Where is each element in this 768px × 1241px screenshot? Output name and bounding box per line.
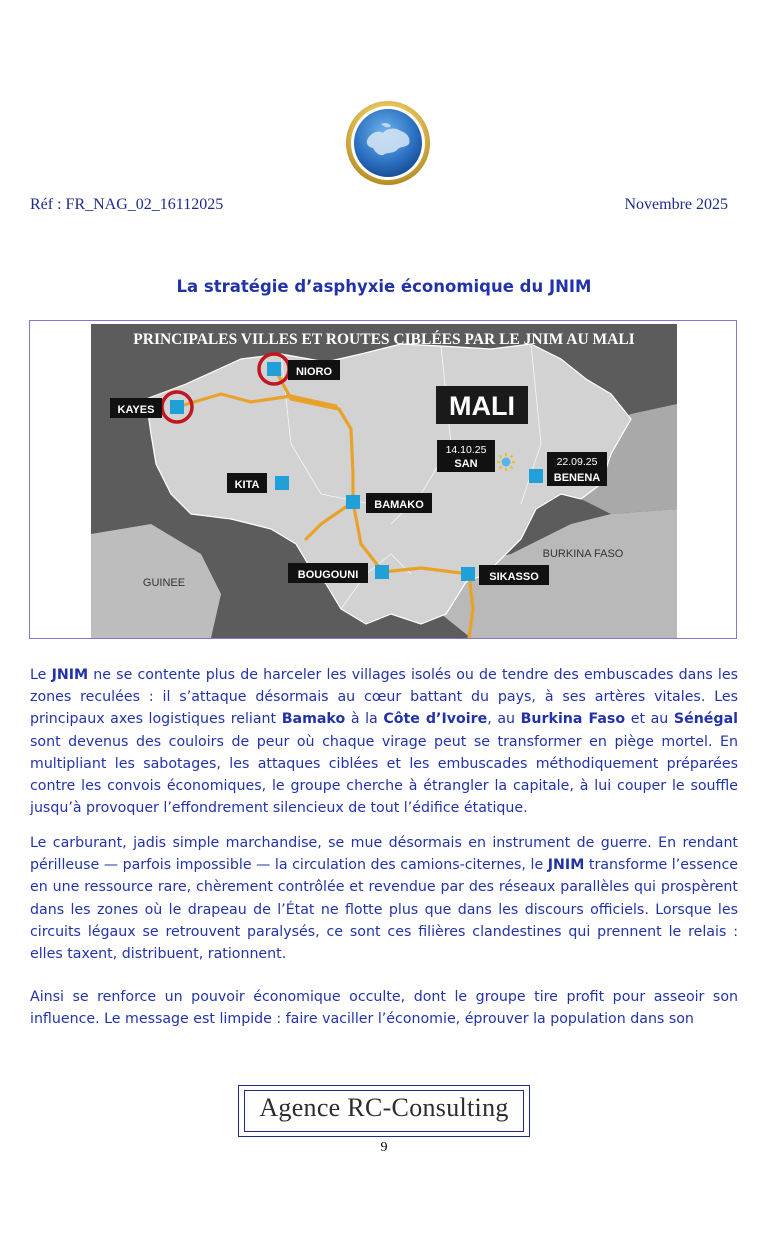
city-label-bamako: BAMAKO xyxy=(374,499,424,511)
city-marker-sikasso xyxy=(461,567,475,581)
page-title: La stratégie d’asphyxie économique du JNIM xyxy=(176,277,592,296)
city-label-sikasso: SIKASSO xyxy=(489,571,539,583)
attack-sun-icon xyxy=(497,453,515,471)
body-text-run: à la xyxy=(345,711,384,728)
city-label-bougouni: BOUGOUNI xyxy=(297,569,359,581)
mali-routes-map xyxy=(91,324,677,638)
paragraph-1 xyxy=(30,664,738,819)
city-marker-bamako xyxy=(346,495,360,509)
emphasis-text: Côte d’Ivoire xyxy=(383,711,488,728)
city-label-benena: BENENA xyxy=(553,472,601,484)
city-marker-kita xyxy=(275,476,289,490)
region-label-burkina: BURKINA FASO xyxy=(542,548,624,560)
city-label-kita: KITA xyxy=(234,479,260,491)
page-number: 9 xyxy=(380,1140,388,1155)
body-text-run: Le xyxy=(30,667,52,683)
emphasis-text: JNIM xyxy=(547,857,585,874)
city-label-san: SAN xyxy=(454,458,478,470)
country-label: MALI xyxy=(449,391,515,421)
body-text-run: , au xyxy=(487,711,521,728)
agency-name: Agence RC-Consulting xyxy=(259,1093,509,1122)
body-text-run: Ainsi se renforce un pouvoir économique occulte, dont le groupe tire profit pour asseoir son influence. Le message est limpide : faire vaciller l’économie, éprouver la population dans son xyxy=(30,989,738,1028)
attack-date-san: 14.10.25 xyxy=(445,444,487,456)
emphasis-text: Bamako xyxy=(281,711,346,728)
document-date: Novembre 2025 xyxy=(624,196,728,213)
region-label-guinee: GUINEE xyxy=(142,577,186,589)
body-text-run: sont devenus des couloirs de peur où chaque virage peut se transformer en piège mortel. En multipliant les sabotages, les attaques ciblées et les embuscades méthodiquement préparées contre les convois économiques, le groupe cherche à étrangler la capitale, à lui couper le souffle jusqu’à provoquer l’effondrement silencieux de tout l’édifice étatique. xyxy=(30,733,738,817)
city-marker-benena xyxy=(529,469,543,483)
map-heading: PRINCIPALES VILLES ET ROUTES CIBLÉES PAR LE JNIM AU MALI xyxy=(133,331,635,348)
europe-globe-logo xyxy=(345,100,431,186)
paragraph-3 xyxy=(30,986,738,1030)
city-marker-bougouni xyxy=(375,565,389,579)
emphasis-text: JNIM xyxy=(51,667,89,683)
city-label-kayes: KAYES xyxy=(117,404,155,416)
body-text-run: et au xyxy=(625,711,674,728)
reference-code: Réf : FR_NAG_02_16112025 xyxy=(30,196,224,213)
city-label-nioro: NIORO xyxy=(295,366,333,378)
body-text-run: ne se contente plus de harceler les villages isolés ou de tendre des embuscades dans les zones reculées : il s’attaque désormais au cœur battant du pays, à ses artères vitales. Les principaux axes logistiques reliant xyxy=(30,667,738,728)
body-text-run: transforme l’essence en une ressource rare, chèrement contrôlée et revendue par des réseaux parallèles qui prospèrent dans les zones où le drapeau de l’État ne flotte plus que dans les discours officiels. Lorsque les circuits légaux se retrouvent paralysés, ce sont ces filières clandestines qui prennent le relais : elles taxent, distribuent, rationnent. xyxy=(30,857,738,963)
emphasis-text: Burkina Faso xyxy=(520,711,626,728)
agency-footer-box xyxy=(238,1085,530,1137)
paragraph-2 xyxy=(30,832,738,965)
body-text-run: Le carburant, jadis simple marchandise, se mue désormais en instrument de guerre. En rendant périlleuse — parfois impossible — la circulation des camions-citernes, le xyxy=(30,835,738,874)
city-marker-kayes xyxy=(170,400,184,414)
emphasis-text: Sénégal xyxy=(673,711,739,728)
city-marker-nioro xyxy=(267,362,281,376)
attack-date-benena: 22.09.25 xyxy=(556,456,598,468)
